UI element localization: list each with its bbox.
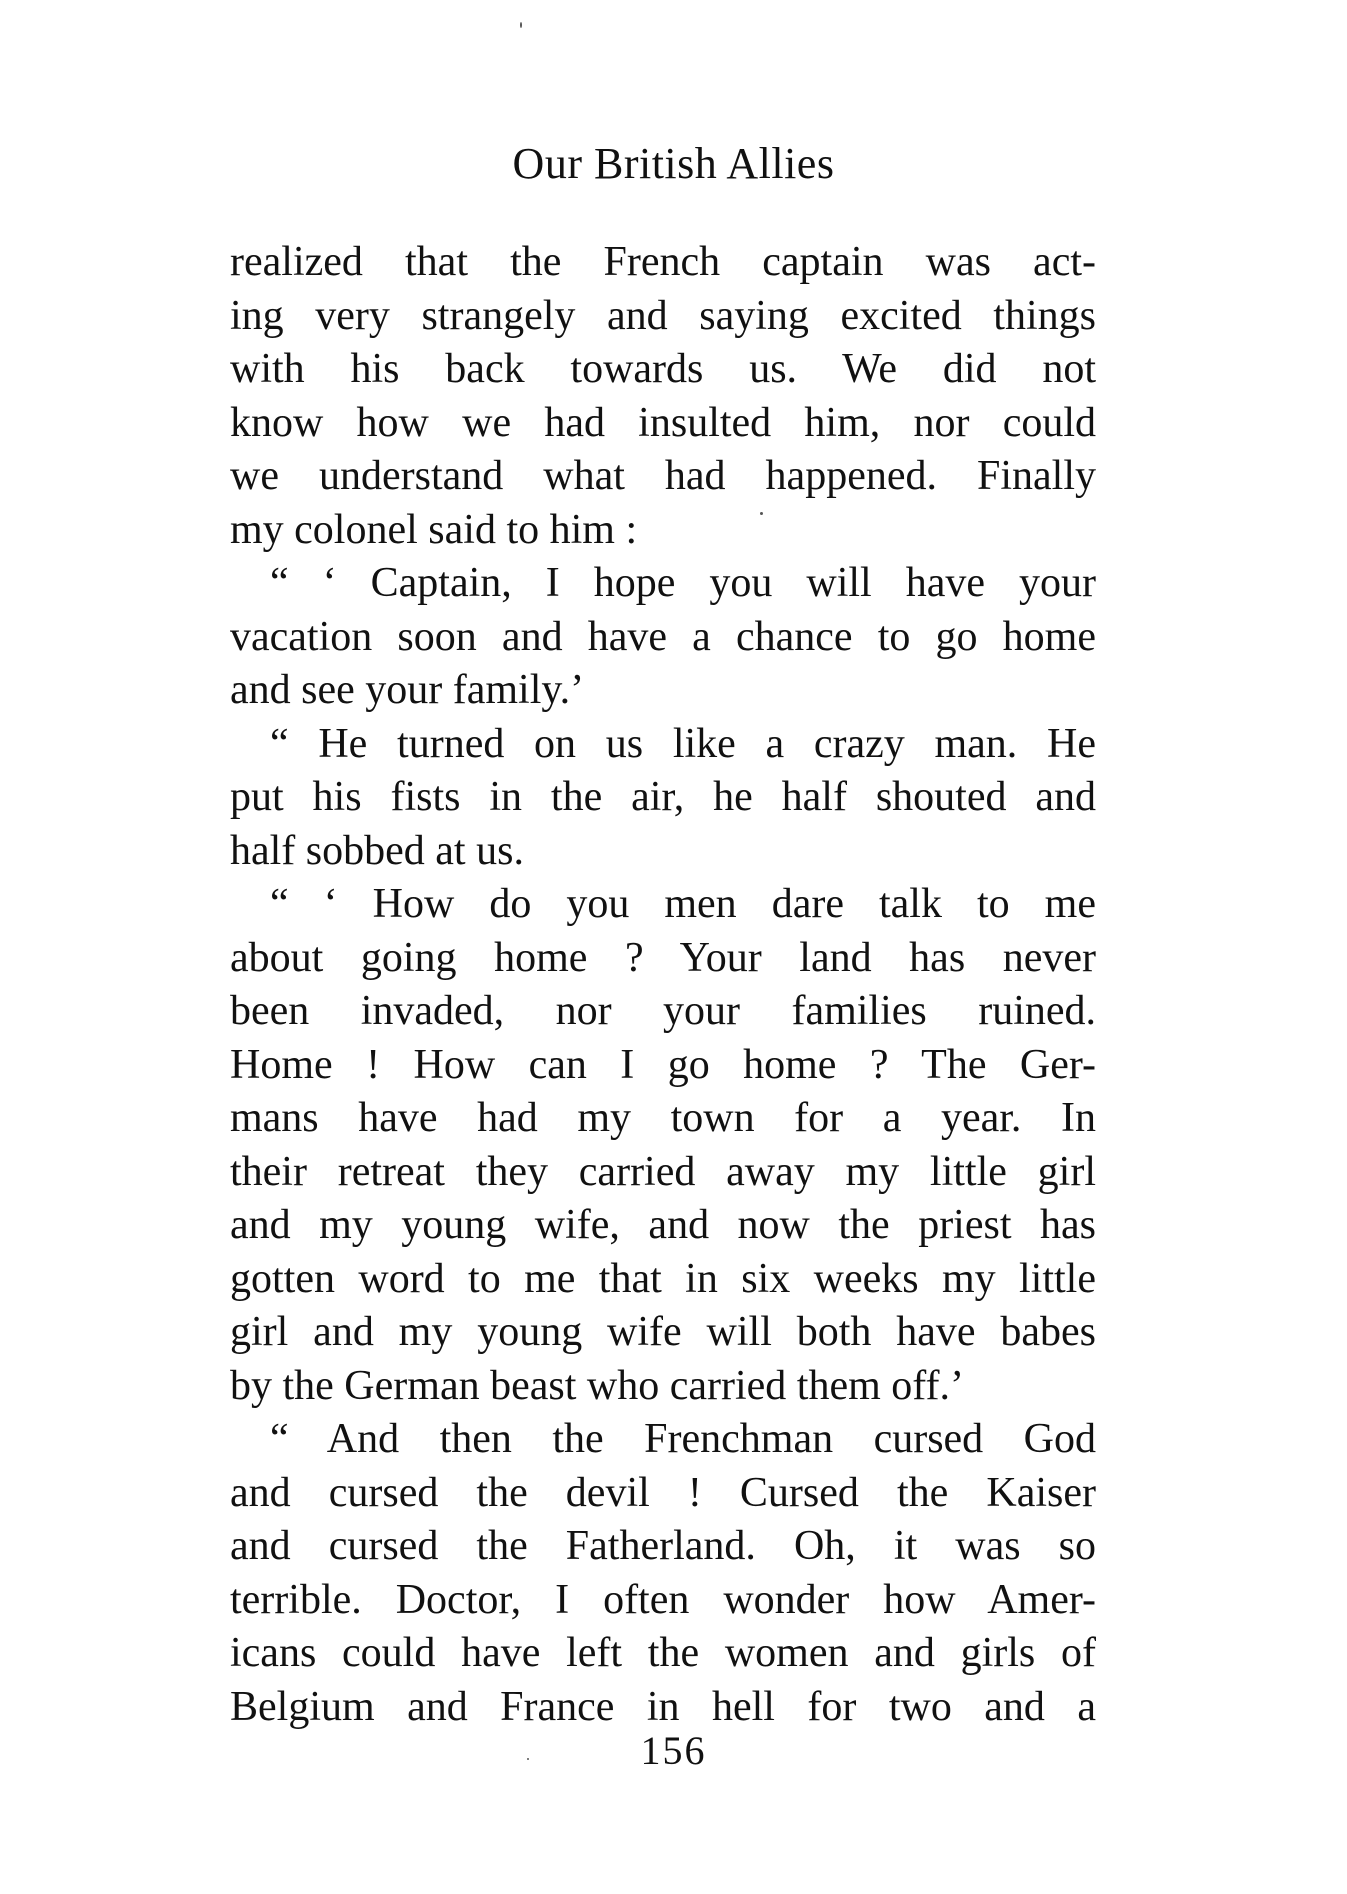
- text-line: about going home ? Your land has never: [230, 934, 1096, 981]
- text-line: Belgium and France in hell for two and a: [230, 1683, 1096, 1730]
- page-number: 156: [640, 1728, 707, 1773]
- text-line: icans could have left the women and girls of: [230, 1630, 1096, 1676]
- text-line: know how we had insulted him, nor could: [230, 399, 1096, 446]
- text-line: my colonel said to him :: [230, 506, 638, 553]
- text-line: half sobbed at us.: [230, 827, 524, 874]
- text-line: with his back towards us. We did not: [230, 346, 1096, 392]
- text-line: and cursed the Fatherland. Oh, it was so: [230, 1523, 1096, 1569]
- running-head: Our British Allies: [512, 139, 835, 188]
- text-line: been invaded, nor your families ruined.: [230, 988, 1096, 1034]
- text-line: gotten word to me that in six weeks my little: [230, 1255, 1096, 1302]
- text-line: ing very strangely and saying excited things: [230, 292, 1096, 339]
- text-line: terrible. Doctor, I often wonder how Amer-: [230, 1576, 1096, 1623]
- text-line: and cursed the devil ! Cursed the Kaiser: [230, 1469, 1096, 1516]
- scan-speck: [520, 22, 522, 28]
- text-line: “ ‘ Captain, I hope you will have your: [270, 560, 1096, 606]
- text-line: Home ! How can I go home ? The Ger-: [230, 1041, 1096, 1088]
- text-line: “ And then the Frenchman cursed God: [270, 1416, 1096, 1462]
- scan-speck: [527, 1758, 529, 1760]
- text-line: and my young wife, and now the priest has: [230, 1202, 1096, 1248]
- text-line: “ ‘ How do you men dare talk to me: [270, 881, 1096, 927]
- scan-speck: [760, 512, 763, 515]
- text-line: their retreat they carried away my little girl: [230, 1148, 1096, 1195]
- text-line: vacation soon and have a chance to go home: [230, 613, 1096, 660]
- text-line: mans have had my town for a year. In: [230, 1095, 1096, 1141]
- text-line: put his fists in the air, he half shouted and: [230, 774, 1096, 820]
- text-line: “ He turned on us like a crazy man. He: [270, 720, 1096, 767]
- text-line: girl and my young wife will both have babes: [230, 1309, 1096, 1355]
- text-line: realized that the French captain was act-: [230, 239, 1096, 285]
- body-text: [230, 236, 1096, 1734]
- text-line: and see your family.’: [230, 667, 585, 713]
- text-line: we understand what had happened. Finally: [230, 453, 1096, 499]
- text-line: by the German beast who carried them off.’: [230, 1362, 964, 1409]
